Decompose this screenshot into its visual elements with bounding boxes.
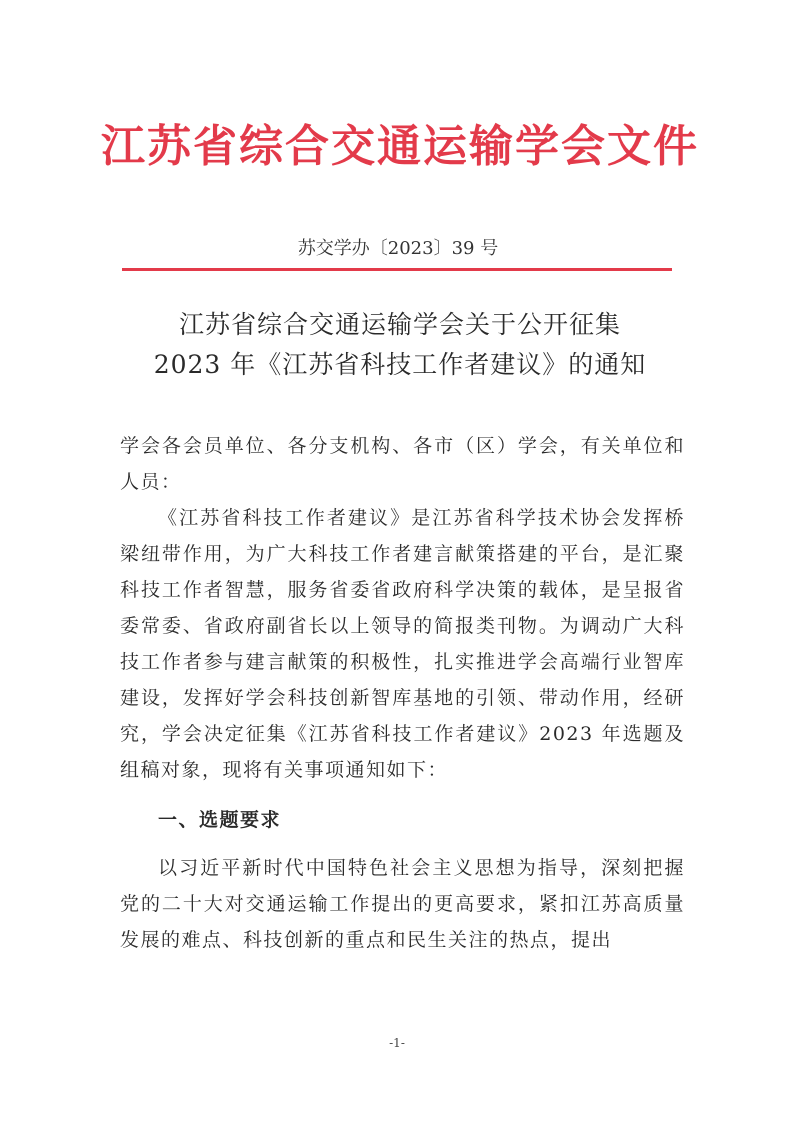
notice-title <box>110 305 690 385</box>
section-heading-1: 一、选题要求 <box>158 809 282 831</box>
document-number: 苏交学办〔2023〕39 号 <box>297 238 499 259</box>
issuer-title: 江苏省综合交通运输学会文件 <box>101 121 699 172</box>
page-number: -1- <box>389 1036 405 1050</box>
notice-body <box>120 428 685 958</box>
notice-title-line-2: 2023 年《江苏省科技工作者建议》的通知 <box>153 350 647 379</box>
body-paragraph-1: 《江苏省科技工作者建议》是江苏省科学技术协会发挥桥梁纽带作用，为广大科技工作者建言献策搭建的平台，是汇聚科技工作者智慧，服务省委省政府科学决策的载体，是呈报省委常委、省政府副省长以上领导的简报类刊物。为调动广大科技工作者参与建言献策的积极性，扎实推进学会高端行业智库建设，发挥好学会科技创新智库基地的引领、带动作用，经研究，学会决定征集《江苏省科技工作者建议》2023 年选题及组稿对象，现将有关事项通知如下： <box>120 507 685 781</box>
body-paragraph-2: 以习近平新时代中国特色社会主义思想为指导，深刻把握党的二十大对交通运输工作提出的更高要求，紧扣江苏高质量发展的难点、科技创新的重点和民生关注的热点，提出 <box>120 857 685 951</box>
addressee: 学会各会员单位、各分支机构、各市（区）学会，有关单位和人员： <box>120 435 685 493</box>
red-divider-line <box>122 268 672 271</box>
notice-title-line-1: 江苏省综合交通运输学会关于公开征集 <box>178 310 621 339</box>
